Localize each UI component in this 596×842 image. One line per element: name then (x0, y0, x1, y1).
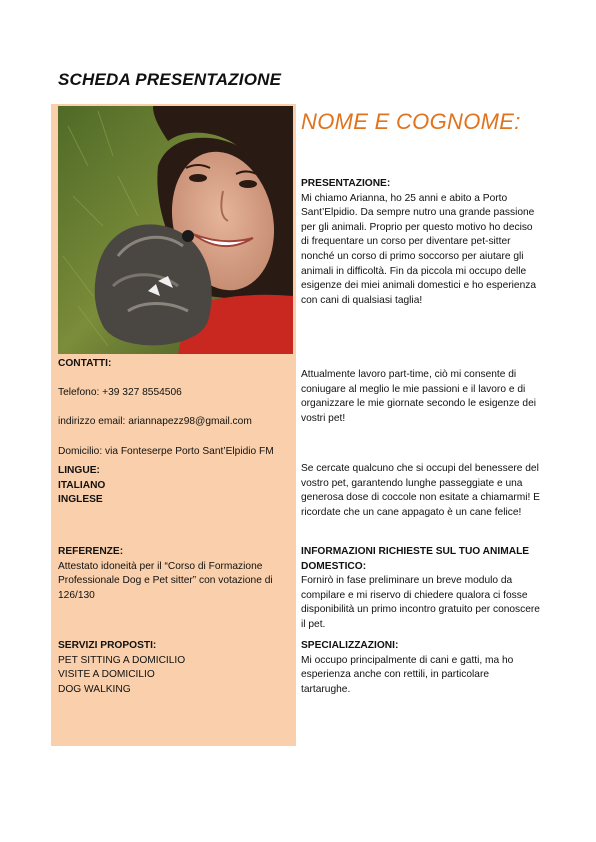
specializations-text: Mi occupo principalmente di cani e gatti, ma ho esperienza anche con rettili, in particolare tartarughe. (301, 654, 514, 695)
wellbeing-text: Se cercate qualcuno che si occupi del benessere del vostro pet, garantendo lunghe passeggiate e una generosa dose di coccole non esitate a chiamarmi! E ricordate che un cane appagato è un cane felice! (301, 463, 540, 518)
home-address: Domicilio: via Fonteserpe Porto Sant’Elpidio FM (58, 445, 274, 457)
name-heading: NOME E COGNOME: (301, 109, 521, 134)
presentation-label: PRESENTAZIONE: (301, 178, 391, 189)
language-item: INGLESE (58, 494, 103, 506)
specializations-label: SPECIALIZZAZIONI: (301, 640, 399, 651)
presentation-section (301, 177, 541, 308)
pet-info-text: Fornirò in fase preliminare un breve modulo da compilare e mi riservo di chiedere qualora ci fosse disponibilità un primo incontro gratuito per conoscere il pet. (301, 575, 540, 630)
service-item: PET SITTING A DOMICILIO (58, 654, 186, 666)
service-item: DOG WALKING (58, 683, 131, 695)
services-label: SERVIZI PROPOSTI: (58, 640, 157, 651)
pet-info-label: INFORMAZIONI RICHIESTE SUL TUO ANIMALE DOMESTICO: (301, 546, 530, 572)
specializations-section (301, 639, 541, 697)
work-paragraph (301, 368, 541, 426)
contacts-section (58, 357, 288, 459)
contacts-label: CONTATTI: (58, 358, 112, 369)
phone-number: Telefono: +39 327 8554506 (58, 387, 182, 399)
service-item: VISITE A DOMICILIO (58, 669, 155, 681)
language-item: ITALIANO (58, 479, 106, 491)
references-label: REFERENZE: (58, 546, 124, 557)
email-address: indirizzo email: ariannapezz98@gmail.com (58, 416, 252, 428)
languages-label: LINGUE: (58, 465, 100, 476)
profile-photo-icon (58, 106, 293, 354)
pet-info-section (301, 545, 541, 633)
services-section (58, 639, 288, 697)
references-section (58, 545, 288, 603)
wellbeing-paragraph (301, 462, 541, 520)
document-title: SCHEDA PRESENTAZIONE (58, 70, 282, 89)
references-text: Attestato idoneità per il “Corso di Formazione Professionale Dog e Pet sitter” con votazione di 126/130 (58, 560, 273, 601)
languages-section (58, 464, 288, 508)
presentation-text: Mi chiamo Arianna, ho 25 anni e abito a Porto Sant’Elpidio. Da sempre nutro una grande passione per gli animali. Proprio per questo motivo ho deciso di frequentare un corso per diventare pet-sitter nonché un corso di primo soccorso per aiutare gli animali in difficoltà. Fin da piccola mi occupo delle esigenze dei miei animali domestici e ho esperienza con cani di qualsiasi taglia! (301, 192, 537, 306)
work-text: Attualmente lavoro part-time, ciò mi consente di coniugare al meglio le mie passioni e il lavoro e di organizzare le mie giornate secondo le esigenze dei vostri pet! (301, 369, 537, 424)
profile-photo (58, 106, 293, 354)
